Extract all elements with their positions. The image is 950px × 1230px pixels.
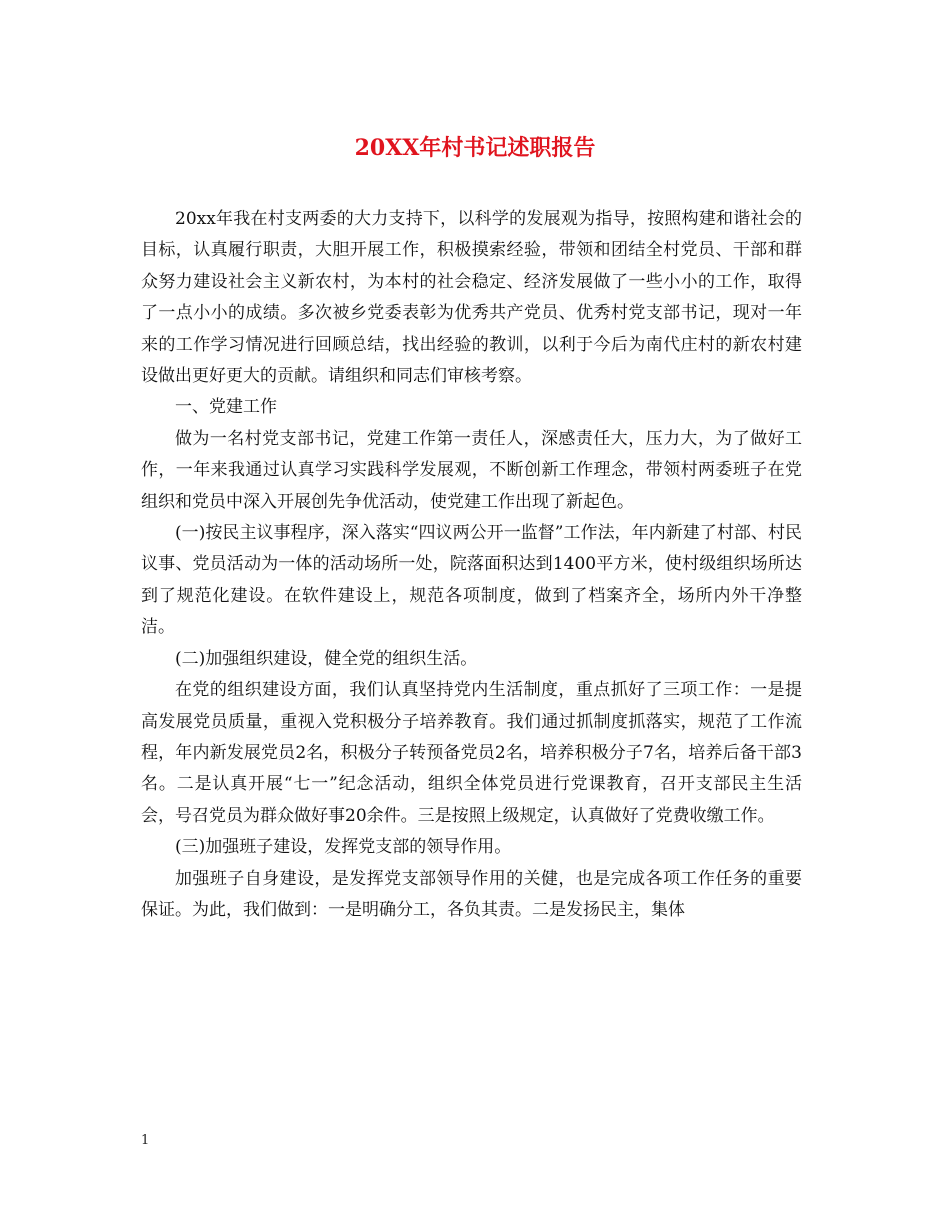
- paragraph-item-3: 加强班子自身建设，是发挥党支部领导作用的关健，也是完成各项工作任务的重要保证。为此，我们做到：一是明确分工，各负其责。二是发扬民主，集体: [141, 868, 802, 920]
- page-number: 1: [141, 1133, 150, 1148]
- subheading-item-3: (三)加强班子建设，发挥党支部的领导作用。: [175, 837, 512, 858]
- paragraph-item-2: 在党的组织建设方面，我们认真坚持党内生活制度，重点抓好了三项工作：一是提高发展党员质量，重视入党积极分子培养教育。我们通过抓制度抓落实，规范了工作流程，年内新发展党员2名，积极分子转预备党员2名，培养积极分子7名，培养后备干部3名。二是认真开展“七一”纪念活动，组织全体党员进行党课教育，召开支部民主生活会，号召党员为群众做好事20余件。三是按照上级规定，认真做好了党费收缴工作。: [141, 680, 802, 826]
- paragraph-item-1: (一)按民主议事程序，深入落实“四议两公开一监督”工作法，年内新建了村部、村民议事、党员活动为一体的活动场所一处，院落面积达到1400平方米，使村级组织场所达到了规范化建设。在软件建设上，规范各项制度，做到了档案齐全，场所内外干净整洁。: [141, 523, 802, 638]
- paragraph-party-building: 做为一名村党支部书记，党建工作第一责任人，深感责任大，压力大，为了做好工作，一年来我通过认真学习实践科学发展观，不断创新工作理念，带领村两委班子在党组织和党员中深入开展创先争优活动，使党建工作出现了新起色。: [141, 428, 802, 512]
- document-title: 20XX年村书记述职报告: [354, 135, 596, 161]
- document-body: [141, 204, 802, 926]
- paragraph-intro: 20xx年我在村支两委的大力支持下，以科学的发展观为指导，按照构建和谐社会的目标，认真履行职责，大胆开展工作，积极摸索经验，带领和团结全村党员、干部和群众努力建设社会主义新农村，为本村的社会稳定、经济发展做了一些小小的工作，取得了一点小小的成绩。多次被乡党委表彰为优秀共产党员、优秀村党支部书记，现对一年来的工作学习情况进行回顾总结，找出经验的教训，以利于今后为南代庄村的新农村建设做出更好更大的贡献。请组织和同志们审核考察。: [141, 209, 802, 387]
- subheading-item-2: (二)加强组织建设，健全党的组织生活。: [175, 648, 478, 669]
- section-heading-party-building: 一、党建工作: [175, 397, 277, 418]
